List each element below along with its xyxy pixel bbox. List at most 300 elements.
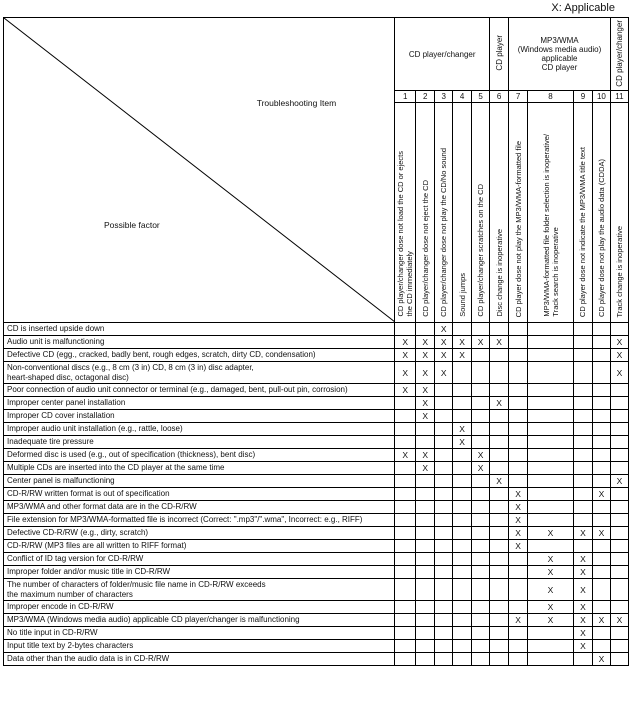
applicable-mark: X bbox=[435, 323, 453, 336]
applicable-mark: X bbox=[528, 566, 574, 579]
group-header bbox=[490, 18, 509, 91]
column-label bbox=[435, 103, 453, 323]
applicable-mark bbox=[416, 579, 435, 601]
applicable-mark bbox=[435, 627, 453, 640]
applicable-mark bbox=[435, 423, 453, 436]
applicable-mark bbox=[395, 540, 416, 553]
applicable-mark: X bbox=[573, 566, 592, 579]
applicable-mark bbox=[509, 336, 528, 349]
applicable-mark bbox=[592, 449, 610, 462]
applicable-mark bbox=[610, 566, 628, 579]
applicable-mark bbox=[528, 514, 574, 527]
applicable-mark: X bbox=[472, 336, 490, 349]
table-row bbox=[4, 423, 629, 436]
applicable-mark bbox=[435, 514, 453, 527]
applicable-mark bbox=[610, 397, 628, 410]
applicable-mark bbox=[573, 423, 592, 436]
column-label-text: CD player dose not indicate the MP3/WMA title text bbox=[578, 146, 588, 317]
applicable-mark bbox=[573, 349, 592, 362]
applicable-mark bbox=[528, 349, 574, 362]
applicable-mark bbox=[395, 627, 416, 640]
applicable-mark bbox=[472, 410, 490, 423]
troubleshooting-table bbox=[3, 17, 629, 666]
applicable-mark: X bbox=[395, 349, 416, 362]
applicable-mark bbox=[472, 323, 490, 336]
applicable-mark: X bbox=[573, 601, 592, 614]
column-label-text: CD player dose not play the audio data (CDDA) bbox=[596, 159, 606, 317]
applicable-mark: X bbox=[395, 449, 416, 462]
column-number: 9 bbox=[573, 91, 592, 103]
applicable-mark bbox=[395, 553, 416, 566]
applicable-mark bbox=[573, 436, 592, 449]
applicable-mark bbox=[435, 462, 453, 475]
applicable-mark bbox=[472, 514, 490, 527]
applicable-mark: X bbox=[416, 397, 435, 410]
applicable-mark bbox=[490, 488, 509, 501]
applicable-mark bbox=[509, 323, 528, 336]
applicable-mark: X bbox=[610, 336, 628, 349]
applicable-mark bbox=[490, 384, 509, 397]
column-number: 3 bbox=[435, 91, 453, 103]
applicable-mark bbox=[592, 501, 610, 514]
applicable-mark bbox=[509, 423, 528, 436]
applicable-mark bbox=[435, 527, 453, 540]
applicable-mark: X bbox=[573, 527, 592, 540]
applicable-mark bbox=[592, 540, 610, 553]
applicable-mark bbox=[528, 475, 574, 488]
applicable-mark bbox=[395, 397, 416, 410]
factor-cell: Conflict of ID tag version for CD-R/RW bbox=[4, 553, 395, 566]
column-label-text: CD player/changer dose not eject the CD bbox=[420, 180, 430, 317]
applicable-mark bbox=[592, 579, 610, 601]
applicable-mark bbox=[509, 566, 528, 579]
applicable-mark bbox=[416, 514, 435, 527]
applicable-mark bbox=[395, 514, 416, 527]
applicable-mark bbox=[528, 488, 574, 501]
column-label bbox=[472, 103, 490, 323]
factor-cell: Data other than the audio data is in CD-R/RW bbox=[4, 653, 395, 666]
applicable-mark bbox=[528, 501, 574, 514]
applicable-mark bbox=[509, 449, 528, 462]
applicable-mark bbox=[453, 362, 472, 384]
applicable-mark bbox=[592, 627, 610, 640]
applicable-mark bbox=[528, 449, 574, 462]
applicable-mark bbox=[395, 323, 416, 336]
applicable-mark bbox=[472, 566, 490, 579]
applicable-mark bbox=[453, 627, 472, 640]
applicable-mark bbox=[435, 653, 453, 666]
applicable-mark: X bbox=[435, 336, 453, 349]
column-label-text: CD player/changer dose not load the CD or ejects the CD immediately bbox=[396, 151, 415, 317]
applicable-mark: X bbox=[416, 410, 435, 423]
applicable-mark bbox=[416, 566, 435, 579]
applicable-mark bbox=[395, 614, 416, 627]
applicable-mark bbox=[573, 653, 592, 666]
table-row bbox=[4, 449, 629, 462]
applicable-mark bbox=[509, 362, 528, 384]
applicable-mark bbox=[453, 410, 472, 423]
applicable-mark bbox=[592, 640, 610, 653]
applicable-mark: X bbox=[395, 336, 416, 349]
applicable-mark: X bbox=[416, 349, 435, 362]
applicable-mark: X bbox=[528, 614, 574, 627]
applicable-mark bbox=[490, 323, 509, 336]
applicable-mark bbox=[528, 627, 574, 640]
column-number: 2 bbox=[416, 91, 435, 103]
applicable-mark: X bbox=[592, 614, 610, 627]
applicable-mark bbox=[592, 436, 610, 449]
applicable-mark bbox=[490, 436, 509, 449]
applicable-mark bbox=[472, 475, 490, 488]
applicable-mark: X bbox=[395, 384, 416, 397]
applicable-mark: X bbox=[592, 653, 610, 666]
applicable-mark bbox=[490, 601, 509, 614]
applicable-mark bbox=[416, 627, 435, 640]
applicable-mark bbox=[395, 579, 416, 601]
factor-cell: Input title text by 2-bytes characters bbox=[4, 640, 395, 653]
factor-cell: Improper encode in CD-R/RW bbox=[4, 601, 395, 614]
column-label-text: CD player/changer scratches on the CD bbox=[476, 184, 486, 317]
table-row bbox=[4, 436, 629, 449]
applicable-mark bbox=[453, 653, 472, 666]
applicable-mark bbox=[435, 579, 453, 601]
applicable-mark bbox=[592, 423, 610, 436]
applicable-mark bbox=[453, 540, 472, 553]
applicable-mark: X bbox=[453, 349, 472, 362]
applicable-mark bbox=[610, 601, 628, 614]
table-row bbox=[4, 462, 629, 475]
applicable-mark bbox=[490, 410, 509, 423]
applicable-mark: X bbox=[395, 362, 416, 384]
column-label bbox=[453, 103, 472, 323]
applicable-mark bbox=[610, 501, 628, 514]
factor-cell: Defective CD (egg., cracked, badly bent, rough edges, scratch, dirty CD, condensation) bbox=[4, 349, 395, 362]
applicable-mark bbox=[573, 540, 592, 553]
applicable-mark bbox=[435, 475, 453, 488]
applicable-mark bbox=[592, 384, 610, 397]
applicable-mark bbox=[592, 397, 610, 410]
applicable-mark bbox=[509, 653, 528, 666]
applicable-mark bbox=[490, 640, 509, 653]
applicable-mark bbox=[416, 323, 435, 336]
table-row bbox=[4, 527, 629, 540]
applicable-mark: X bbox=[490, 397, 509, 410]
applicable-mark bbox=[573, 397, 592, 410]
applicable-mark: X bbox=[610, 475, 628, 488]
table-row bbox=[4, 601, 629, 614]
table-body bbox=[4, 323, 629, 666]
group-header bbox=[509, 18, 611, 91]
group-header-label: CD player/changer bbox=[614, 19, 624, 87]
factor-cell: Improper audio unit installation (e.g., rattle, loose) bbox=[4, 423, 395, 436]
group-header-label: CD player bbox=[494, 35, 504, 71]
applicable-mark bbox=[528, 336, 574, 349]
factor-cell: Inadequate tire pressure bbox=[4, 436, 395, 449]
troubleshooting-item-label: Troubleshooting Item bbox=[256, 98, 337, 108]
column-label bbox=[528, 103, 574, 323]
column-label-text: CD player/changer dose not play the CD/No sound bbox=[439, 148, 449, 317]
applicable-mark bbox=[453, 514, 472, 527]
applicable-mark bbox=[416, 553, 435, 566]
applicable-mark bbox=[509, 579, 528, 601]
applicable-mark bbox=[472, 423, 490, 436]
applicable-mark bbox=[472, 540, 490, 553]
table-row bbox=[4, 475, 629, 488]
applicable-mark bbox=[610, 579, 628, 601]
factor-cell: CD is inserted upside down bbox=[4, 323, 395, 336]
applicable-mark bbox=[509, 397, 528, 410]
applicable-mark bbox=[592, 349, 610, 362]
applicable-mark bbox=[416, 488, 435, 501]
applicable-mark: X bbox=[509, 514, 528, 527]
applicable-mark bbox=[528, 653, 574, 666]
applicable-mark bbox=[490, 653, 509, 666]
applicable-mark bbox=[610, 640, 628, 653]
applicable-mark bbox=[573, 501, 592, 514]
applicable-mark bbox=[490, 449, 509, 462]
applicable-mark bbox=[453, 566, 472, 579]
applicable-mark bbox=[610, 540, 628, 553]
applicable-mark bbox=[490, 501, 509, 514]
applicable-mark bbox=[490, 579, 509, 601]
applicable-mark: X bbox=[528, 579, 574, 601]
applicable-mark: X bbox=[573, 553, 592, 566]
applicable-mark bbox=[453, 553, 472, 566]
applicable-mark bbox=[592, 566, 610, 579]
applicable-mark bbox=[453, 640, 472, 653]
applicable-mark bbox=[472, 488, 490, 501]
applicable-mark: X bbox=[490, 475, 509, 488]
applicable-mark bbox=[573, 449, 592, 462]
applicable-mark bbox=[453, 614, 472, 627]
corner-cell bbox=[4, 18, 395, 323]
factor-cell: Deformed disc is used (e.g., out of specification (thickness), bent disc) bbox=[4, 449, 395, 462]
factor-cell: Improper center panel installation bbox=[4, 397, 395, 410]
factor-cell: File extension for MP3/WMA-formatted file is incorrect (Correct: ".mp3"/".wma", Incorrect: e.g., RIFF) bbox=[4, 514, 395, 527]
column-label bbox=[573, 103, 592, 323]
applicable-mark bbox=[395, 601, 416, 614]
table-row bbox=[4, 566, 629, 579]
applicable-mark bbox=[528, 423, 574, 436]
applicable-mark: X bbox=[573, 614, 592, 627]
applicable-mark bbox=[490, 349, 509, 362]
table-row bbox=[4, 627, 629, 640]
applicable-mark bbox=[610, 627, 628, 640]
applicable-mark bbox=[509, 436, 528, 449]
applicable-mark bbox=[528, 540, 574, 553]
column-number: 11 bbox=[610, 91, 628, 103]
factor-cell: Defective CD-R/RW (e.g., dirty, scratch) bbox=[4, 527, 395, 540]
factor-cell: Center panel is malfunctioning bbox=[4, 475, 395, 488]
applicable-mark: X bbox=[435, 349, 453, 362]
factor-cell: Multiple CDs are inserted into the CD player at the same time bbox=[4, 462, 395, 475]
applicable-mark bbox=[490, 553, 509, 566]
column-label-text: Track change is inoperative bbox=[614, 225, 624, 317]
applicable-mark bbox=[472, 501, 490, 514]
applicable-mark bbox=[416, 640, 435, 653]
applicable-mark bbox=[528, 462, 574, 475]
applicable-mark bbox=[610, 553, 628, 566]
applicable-mark bbox=[395, 640, 416, 653]
applicable-mark bbox=[435, 566, 453, 579]
applicable-mark bbox=[573, 362, 592, 384]
group-header bbox=[395, 18, 490, 91]
table-row bbox=[4, 640, 629, 653]
column-label bbox=[416, 103, 435, 323]
column-label-text: Disc change is inoperative bbox=[494, 229, 504, 317]
applicable-mark bbox=[435, 553, 453, 566]
applicable-mark: X bbox=[528, 601, 574, 614]
table-row bbox=[4, 384, 629, 397]
column-label bbox=[592, 103, 610, 323]
table-row bbox=[4, 540, 629, 553]
applicable-mark: X bbox=[592, 527, 610, 540]
factor-cell: Non-conventional discs (e.g., 8 cm (3 in) CD, 8 cm (3 in) disc adapter, heart-shaped disc, octagonal disc) bbox=[4, 362, 395, 384]
applicable-mark bbox=[395, 501, 416, 514]
applicable-mark: X bbox=[416, 462, 435, 475]
applicable-mark bbox=[509, 475, 528, 488]
column-number: 10 bbox=[592, 91, 610, 103]
legend: X: Applicable bbox=[551, 2, 615, 14]
applicable-mark bbox=[509, 640, 528, 653]
applicable-mark: X bbox=[610, 614, 628, 627]
applicable-mark bbox=[435, 614, 453, 627]
applicable-mark bbox=[490, 362, 509, 384]
applicable-mark: X bbox=[453, 336, 472, 349]
applicable-mark bbox=[592, 553, 610, 566]
applicable-mark bbox=[435, 384, 453, 397]
table-row bbox=[4, 653, 629, 666]
applicable-mark: X bbox=[610, 349, 628, 362]
column-label-text: Sound jumps bbox=[457, 273, 467, 317]
applicable-mark bbox=[509, 462, 528, 475]
applicable-mark bbox=[610, 653, 628, 666]
factor-cell: Poor connection of audio unit connector or terminal (e.g., damaged, bent, pull-out pin, corrosion) bbox=[4, 384, 395, 397]
column-label-text: MP3/WMA-formatted file folder selection is inoperative/ Track search is inoperative bbox=[541, 134, 560, 317]
applicable-mark bbox=[490, 462, 509, 475]
applicable-mark bbox=[453, 384, 472, 397]
column-label bbox=[509, 103, 528, 323]
applicable-mark bbox=[435, 601, 453, 614]
applicable-mark: X bbox=[416, 449, 435, 462]
applicable-mark bbox=[395, 527, 416, 540]
applicable-mark bbox=[592, 462, 610, 475]
applicable-mark bbox=[592, 475, 610, 488]
applicable-mark bbox=[528, 384, 574, 397]
applicable-mark: X bbox=[592, 488, 610, 501]
applicable-mark bbox=[435, 501, 453, 514]
applicable-mark bbox=[416, 423, 435, 436]
applicable-mark bbox=[453, 579, 472, 601]
applicable-mark bbox=[509, 349, 528, 362]
column-label-text: CD player dose not play the MP3/WMA-formatted file bbox=[513, 140, 523, 317]
applicable-mark: X bbox=[416, 362, 435, 384]
applicable-mark bbox=[490, 566, 509, 579]
factor-cell: The number of characters of folder/music file name in CD-R/RW exceeds the maximum number of characters bbox=[4, 579, 395, 601]
table-row bbox=[4, 488, 629, 501]
applicable-mark bbox=[509, 553, 528, 566]
column-label bbox=[610, 103, 628, 323]
applicable-mark bbox=[435, 488, 453, 501]
applicable-mark bbox=[416, 653, 435, 666]
applicable-mark bbox=[472, 362, 490, 384]
applicable-mark bbox=[453, 397, 472, 410]
factor-cell: No title input in CD-R/RW bbox=[4, 627, 395, 640]
column-number: 7 bbox=[509, 91, 528, 103]
factor-cell: MP3/WMA and other format data are in the CD-R/RW bbox=[4, 501, 395, 514]
applicable-mark bbox=[528, 410, 574, 423]
applicable-mark: X bbox=[435, 362, 453, 384]
applicable-mark bbox=[573, 323, 592, 336]
factor-cell: Improper folder and/or music title in CD-R/RW bbox=[4, 566, 395, 579]
possible-factor-label: Possible factor bbox=[104, 220, 160, 230]
applicable-mark bbox=[610, 436, 628, 449]
applicable-mark bbox=[610, 384, 628, 397]
applicable-mark bbox=[435, 640, 453, 653]
applicable-mark bbox=[573, 488, 592, 501]
applicable-mark bbox=[592, 514, 610, 527]
applicable-mark bbox=[435, 397, 453, 410]
table-row bbox=[4, 614, 629, 627]
table-row bbox=[4, 501, 629, 514]
applicable-mark bbox=[509, 410, 528, 423]
applicable-mark bbox=[528, 323, 574, 336]
applicable-mark bbox=[395, 436, 416, 449]
table-row bbox=[4, 349, 629, 362]
applicable-mark bbox=[416, 436, 435, 449]
applicable-mark bbox=[472, 627, 490, 640]
applicable-mark bbox=[610, 462, 628, 475]
applicable-mark bbox=[472, 349, 490, 362]
column-number: 8 bbox=[528, 91, 574, 103]
applicable-mark bbox=[435, 410, 453, 423]
column-label bbox=[490, 103, 509, 323]
column-number: 4 bbox=[453, 91, 472, 103]
applicable-mark: X bbox=[573, 640, 592, 653]
applicable-mark: X bbox=[416, 336, 435, 349]
applicable-mark bbox=[435, 540, 453, 553]
applicable-mark bbox=[395, 488, 416, 501]
applicable-mark: X bbox=[610, 362, 628, 384]
applicable-mark bbox=[610, 423, 628, 436]
applicable-mark bbox=[453, 527, 472, 540]
applicable-mark: X bbox=[528, 527, 574, 540]
applicable-mark bbox=[509, 627, 528, 640]
applicable-mark bbox=[528, 362, 574, 384]
applicable-mark bbox=[416, 475, 435, 488]
applicable-mark bbox=[509, 384, 528, 397]
applicable-mark bbox=[416, 601, 435, 614]
applicable-mark bbox=[395, 566, 416, 579]
applicable-mark: X bbox=[453, 436, 472, 449]
applicable-mark bbox=[453, 488, 472, 501]
applicable-mark bbox=[395, 410, 416, 423]
applicable-mark bbox=[528, 640, 574, 653]
table-row bbox=[4, 514, 629, 527]
applicable-mark bbox=[435, 436, 453, 449]
applicable-mark bbox=[472, 601, 490, 614]
applicable-mark: X bbox=[509, 488, 528, 501]
applicable-mark bbox=[453, 449, 472, 462]
applicable-mark: X bbox=[509, 501, 528, 514]
applicable-mark: X bbox=[472, 462, 490, 475]
applicable-mark bbox=[490, 514, 509, 527]
applicable-mark bbox=[490, 627, 509, 640]
applicable-mark bbox=[610, 514, 628, 527]
group-header-row bbox=[4, 18, 629, 91]
applicable-mark bbox=[472, 653, 490, 666]
factor-cell: CD-R/RW (MP3 files are all written to RIFF format) bbox=[4, 540, 395, 553]
